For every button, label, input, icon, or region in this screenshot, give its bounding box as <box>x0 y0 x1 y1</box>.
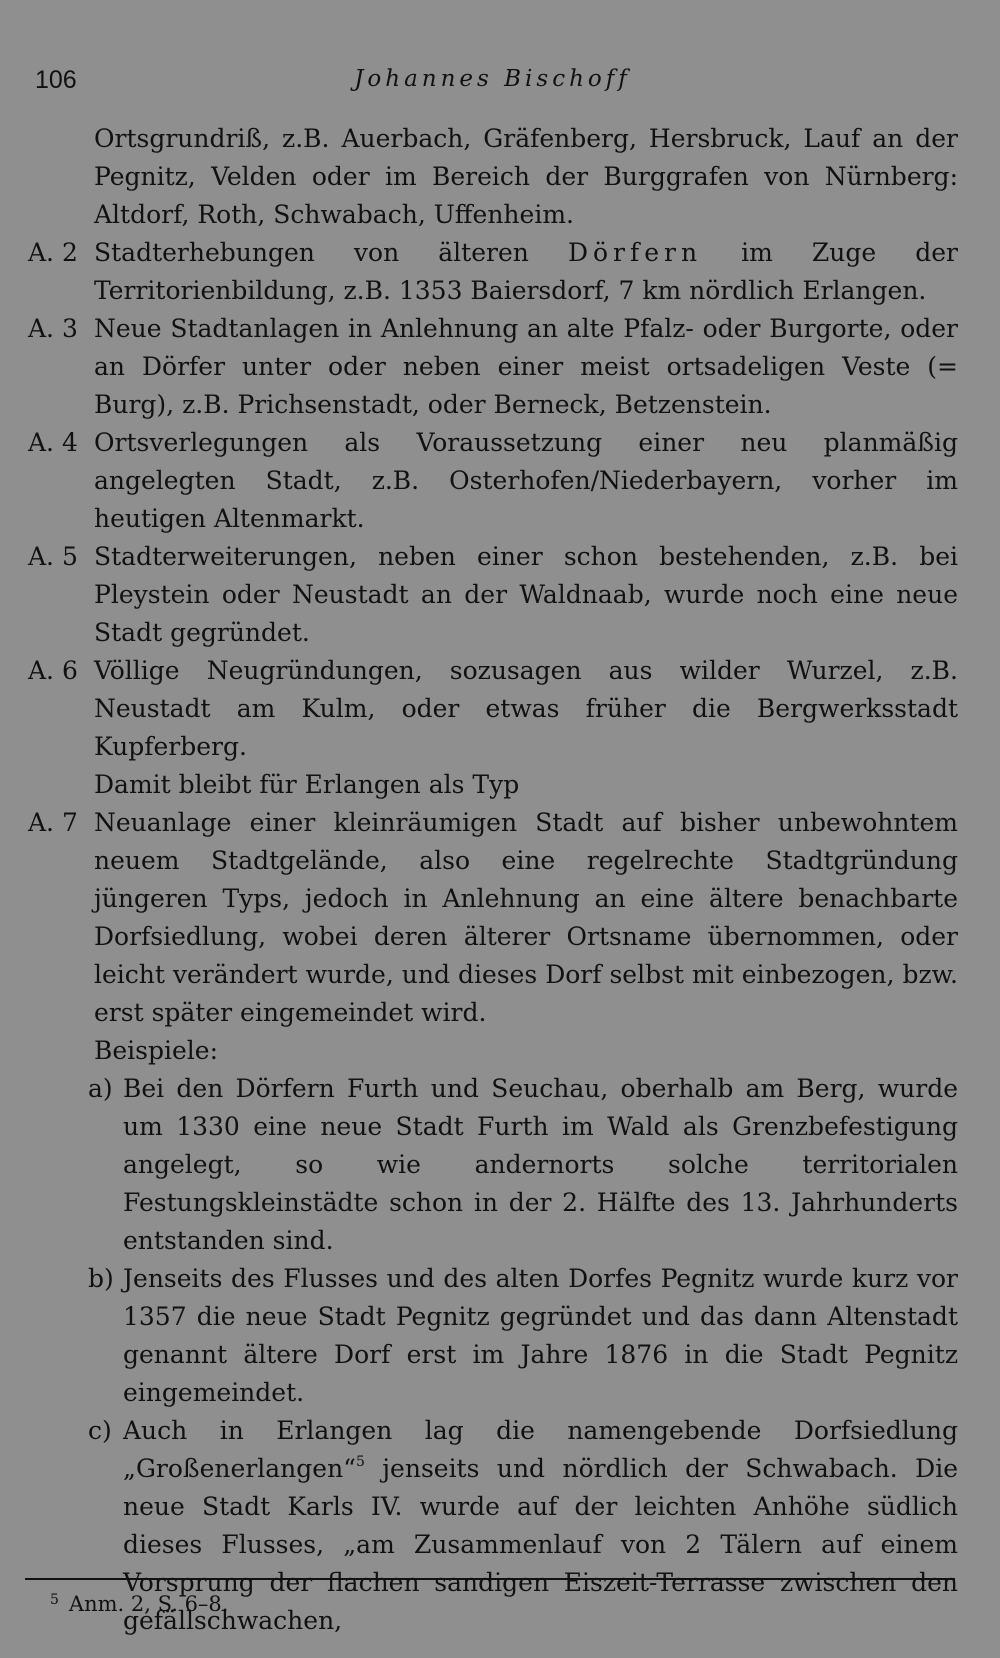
footnote-mark: 5 <box>50 1592 59 1608</box>
transition-line: Damit bleibt für Erlangen als Typ <box>94 770 520 799</box>
example-mark: b) <box>88 1264 114 1293</box>
intro-paragraph: Ortsgrundriß, z.B. Auerbach, Gräfenberg, Hersbruck, Lauf an der Pegnitz, Velden oder im Bereich der Burggrafen von Nürnberg: Altdorf, Roth, Schwabach, Uffenheim. <box>94 124 958 229</box>
item-mark: A. 6 <box>28 656 78 685</box>
body-text <box>28 120 958 1640</box>
footnote-rule <box>25 1578 955 1580</box>
example-c: c) Auch in Erlangen lag die namengebende Dorfsiedlung „Großenerlangen“$^5$ jenseits und nördlich der Schwabach. Die neue Stadt Karls IV. wurde auf der leichten Anhöhe südlich dieses Flusses, „am Zusammenlauf von 2 Tälern auf einem Vorsprung der flachen sandigen Eiszeit-Terrasse zwischen den gefällschwachen, <box>28 1412 958 1640</box>
example-a: a) Bei den Dörfern Furth und Seuchau, oberhalb am Berg, wurde um 1330 eine neue Stadt Furth im Wald als Grenzbefestigung angelegt, so wie andernorts solche territorialen Festungskleinstädte schon in der 2. Hälfte des 13. Jahrhunderts entstanden sind. <box>28 1070 958 1260</box>
list-item-a2: A. 2 Stadterhebungen von älteren Dörfern im Zuge der Territorienbildung, z.B. 1353 Baiersdorf, 7 km nördlich Erlangen. <box>28 234 958 310</box>
list-item-a6: A. 6 Völlige Neugründungen, sozusagen aus wilder Wurzel, z.B. Neustadt am Kulm, oder etwas früher die Bergwerksstadt Kupferberg. <box>28 652 958 766</box>
spaced-emphasis: Dörfern <box>567 238 703 267</box>
page-header <box>35 66 950 100</box>
item-mark: A. 2 <box>28 238 78 267</box>
page-number: 106 <box>35 66 77 94</box>
list-item-a7: A. 7 Neuanlage einer kleinräumigen Stadt auf bisher unbewohntem neuem Stadtgelände, also eine regelrechte Stadtgründung jüngeren Typs, jedoch in Anlehnung an eine ältere benachbarte Dorfsiedlung, wobei deren älterer Ortsname übernommen, oder leicht verändert wurde, und dieses Dorf selbst mit einbezogen, bzw. erst später eingemeindet wird. <box>28 804 958 1032</box>
running-head: Johannes Bischoff <box>354 66 631 92</box>
example-mark: c) <box>88 1416 112 1445</box>
item-mark: A. 3 <box>28 314 78 343</box>
example-b: b) Jenseits des Flusses und des alten Dorfes Pegnitz wurde kurz vor 1357 die neue Stadt Pegnitz gegründet und das dann Altenstadt genannt ältere Dorf erst im Jahre 1876 in die Stadt Pegnitz eingemeindet. <box>28 1260 958 1412</box>
footnote-text: Anm. 2, S. 6–8. <box>68 1592 229 1616</box>
item-mark: A. 7 <box>28 808 78 837</box>
footnote-reference: 5 <box>355 1453 365 1470</box>
list-item-a3: A. 3 Neue Stadtanlagen in Anlehnung an alte Pfalz- oder Burgorte, oder an Dörfer unter oder neben einer meist ortsadeligen Veste (= Burg), z.B. Prichsenstadt, oder Berneck, Betzenstein. <box>28 310 958 424</box>
item-mark: A. 5 <box>28 542 78 571</box>
list-item-a4: A. 4 Ortsverlegungen als Voraussetzung einer neu planmäßig angelegten Stadt, z.B. Osterhofen/Niederbayern, vorher im heutigen Altenmarkt. <box>28 424 958 538</box>
footnote <box>50 1592 228 1616</box>
example-mark: a) <box>88 1074 113 1103</box>
list-item-a5: A. 5 Stadterweiterungen, neben einer schon bestehenden, z.B. bei Pleystein oder Neustadt an der Waldnaab, wurde noch eine neue Stadt gegründet. <box>28 538 958 652</box>
item-mark: A. 4 <box>28 428 78 457</box>
examples-label: Beispiele: <box>94 1036 218 1065</box>
